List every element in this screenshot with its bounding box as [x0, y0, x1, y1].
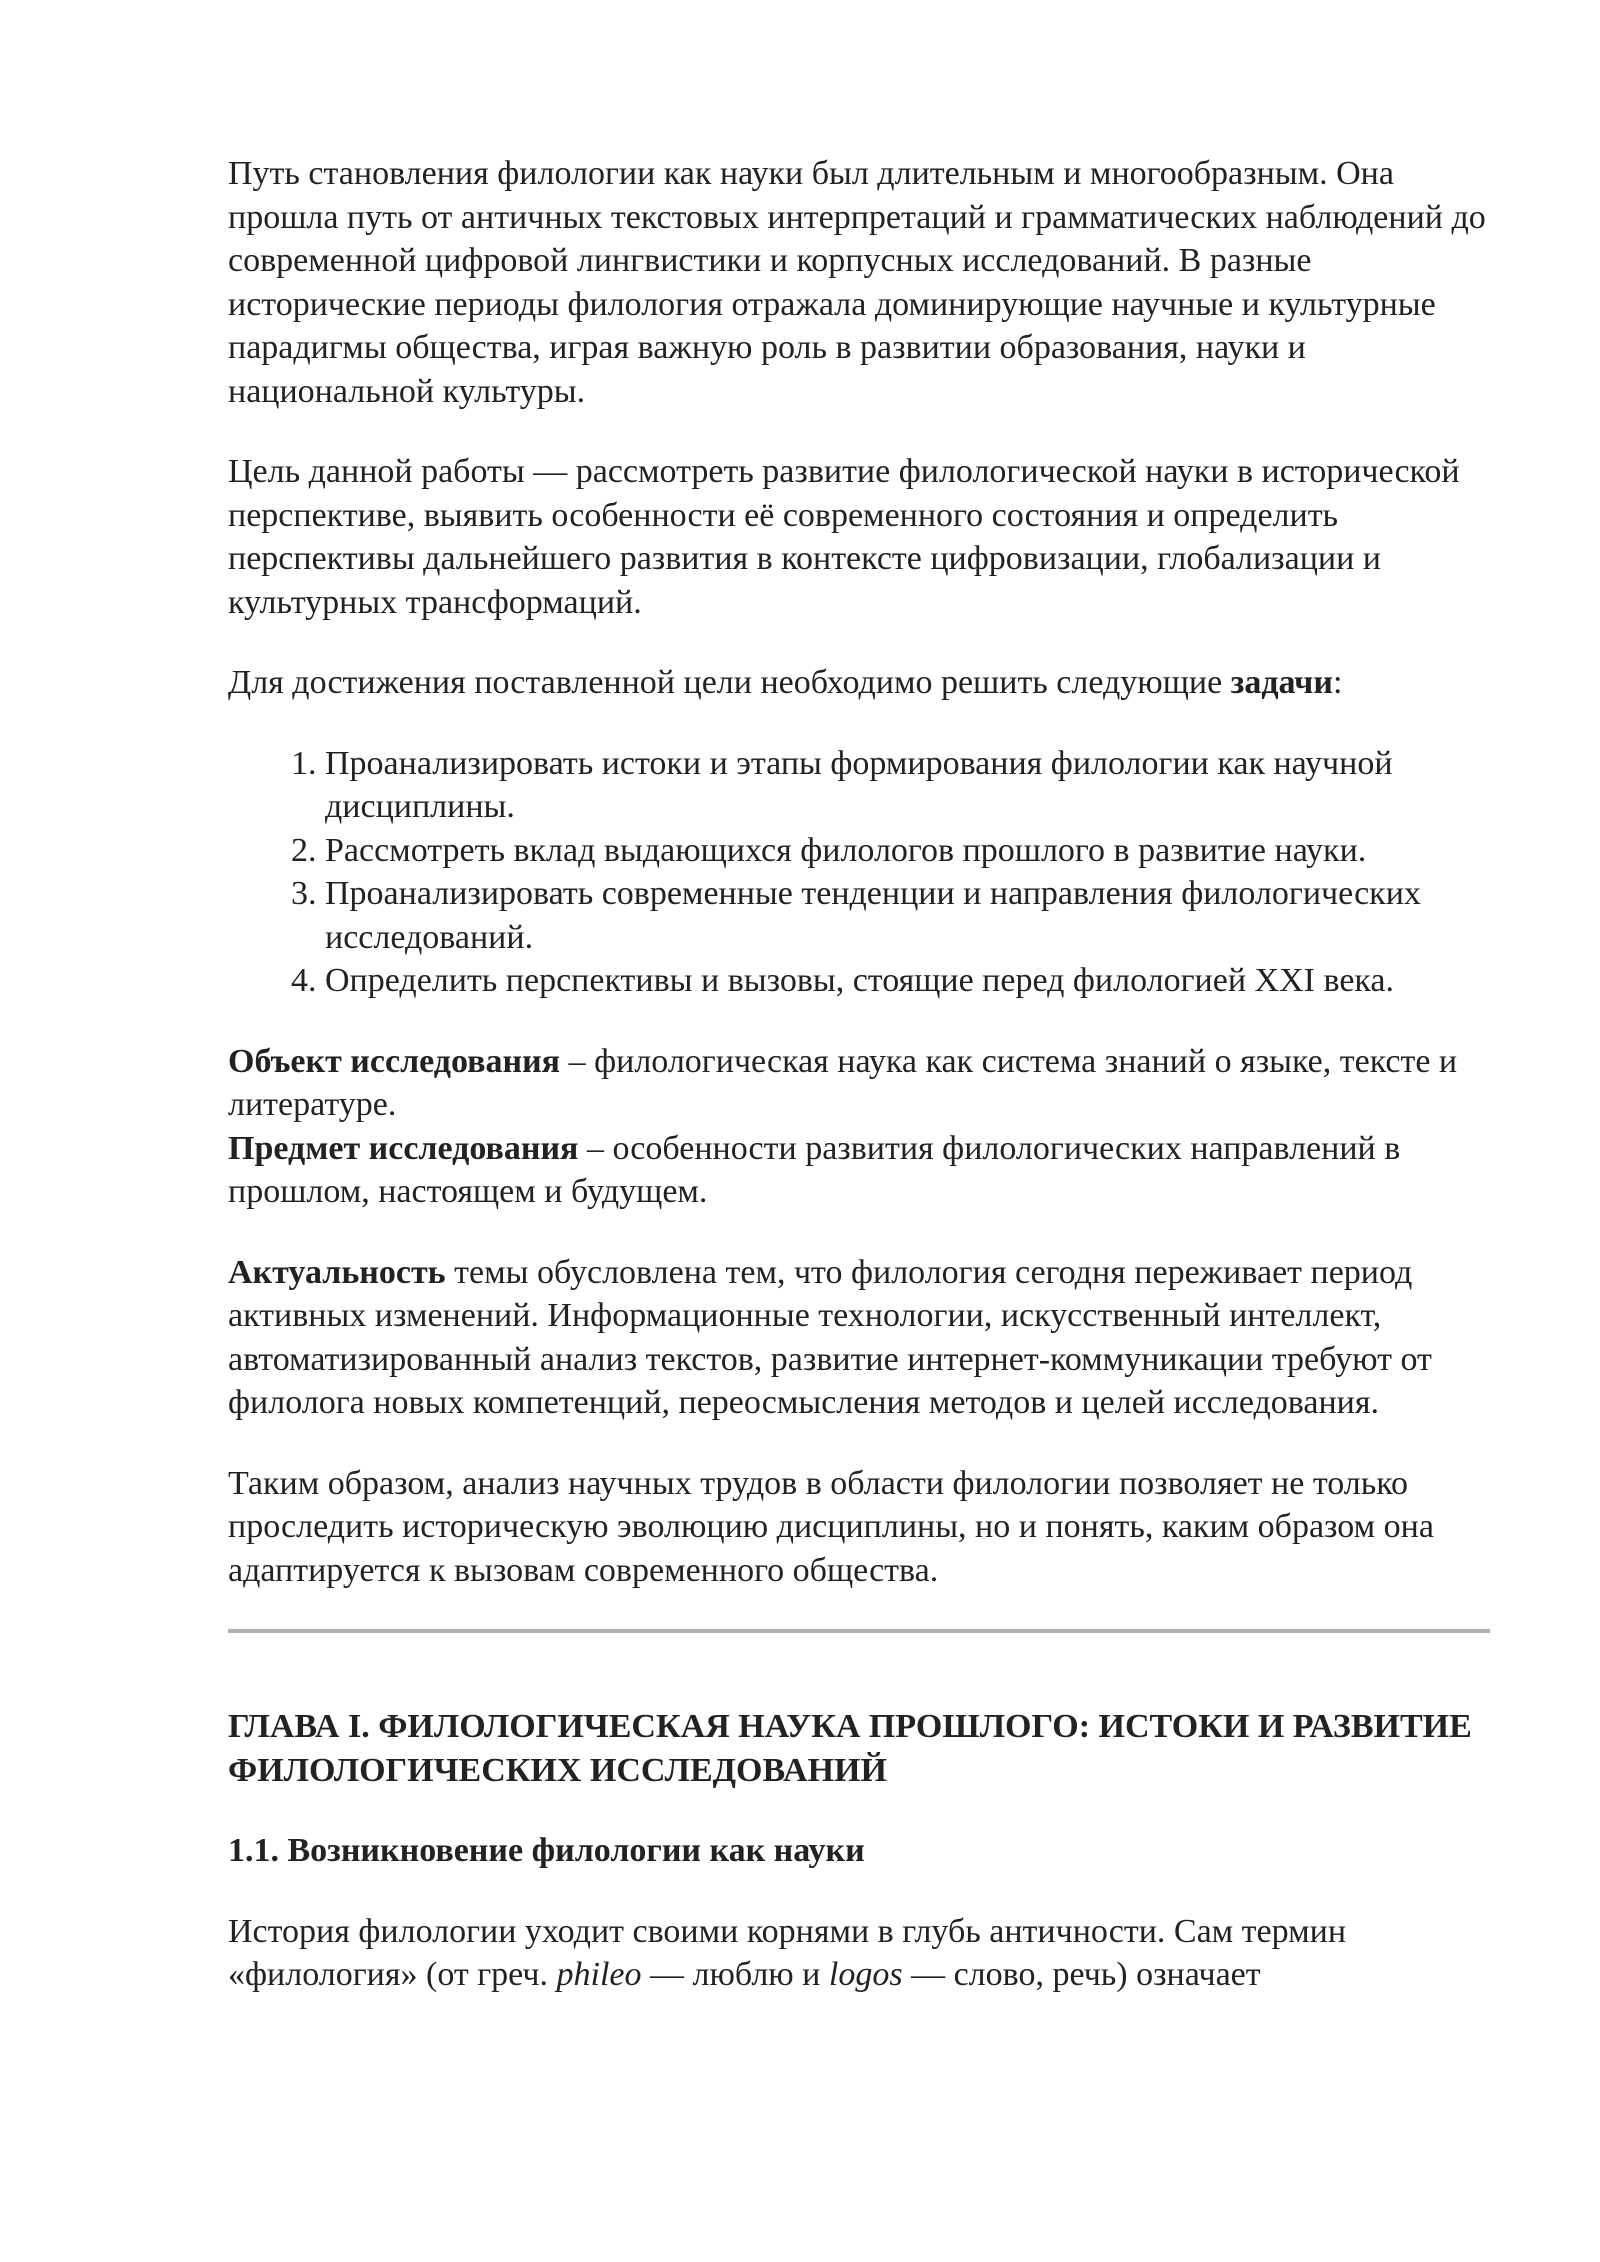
tasks-list — [228, 742, 1490, 1003]
research-subject-text: – особенности развития филологических направлений в прошлом, настоящем и будущем. — [228, 1129, 1401, 1210]
relevance-text: темы обусловлена тем, что филология сегодня переживает период активных изменений. Информационные технологии, искусственный интеллект, автоматизированный анализ текстов, развитие интернет-коммуникации требуют от филолога новых компетенций, переосмысления методов и целей исследования. — [228, 1253, 1432, 1421]
research-object-label: Объект исследования — [228, 1042, 561, 1080]
section-divider — [228, 1629, 1490, 1633]
tasks-lead-paragraph — [228, 661, 1490, 705]
list-item: 2. Рассмотреть вклад выдающихся филологов прошлого в развитие науки. — [325, 829, 1490, 873]
research-object-text: – филологическая наука как система знаний о языке, тексте и литературе. — [228, 1042, 1458, 1123]
goal-paragraph: Цель данной работы — рассмотреть развитие филологической науки в исторической перспективе, выявить особенности её современного состояния и определить перспективы дальнейшего развития в контексте цифровизации, глобализации и культурных трансформаций. — [228, 453, 1460, 621]
research-object-paragraph — [228, 1040, 1490, 1127]
section-paragraph-1 — [228, 1910, 1490, 1997]
chapter-title: ГЛАВА I. ФИЛОЛОГИЧЕСКАЯ НАУКА ПРОШЛОГО: ИСТОКИ И РАЗВИТИЕ ФИЛОЛОГИЧЕСКИХ ИССЛЕДОВАНИЙ — [228, 1708, 1472, 1789]
list-item: 3. Проанализировать современные тенденции и направления филологических исследований. — [325, 872, 1490, 959]
relevance-label: Актуальность — [228, 1253, 446, 1291]
research-subject-label: Предмет исследования — [228, 1129, 579, 1167]
relevance-paragraph — [228, 1251, 1490, 1425]
document-page — [228, 152, 1490, 2034]
list-item: 4. Определить перспективы и вызовы, стоящие перед филологией XXI века. — [325, 959, 1490, 1003]
greek-word-phileo: phileo — [556, 1956, 642, 1993]
tasks-lead-text: Для достижения поставленной цели необходимо решить следующие — [228, 664, 1231, 701]
section-title: 1.1. Возникновение филологии как науки — [228, 1832, 865, 1869]
intro-paragraph-1: Путь становления филологии как науки был длительным и многообразным. Она прошла путь от античных текстовых интерпретаций и грамматических наблюдений до современной цифровой лингвистики и корпусных исследований. В разные исторические периоды филология отражала доминирующие научные и культурные парадигмы общества, играя важную роль в развитии образования, науки и национальной культуры. — [228, 155, 1486, 410]
section-text-start: История филологии уходит своими корнями в глубь античности. Сам термин «филология» (от греч. — [228, 1912, 1347, 1993]
section-text-end: — слово, речь) означает — [902, 1956, 1261, 1993]
tasks-bold-word: задачи — [1230, 664, 1333, 701]
section-text-mid: — люблю и — [641, 1956, 829, 1993]
conclusion-paragraph: Таким образом, анализ научных трудов в области филологии позволяет не только проследить историческую эволюцию дисциплины, но и понять, каким образом она адаптируется к вызовам современного общества. — [228, 1464, 1434, 1589]
greek-word-logos: logos — [828, 1956, 903, 1993]
tasks-lead-colon: : — [1332, 664, 1343, 701]
list-item: 1. Проанализировать истоки и этапы формирования филологии как научной дисциплины. — [325, 742, 1490, 829]
research-subject-paragraph — [228, 1127, 1490, 1214]
